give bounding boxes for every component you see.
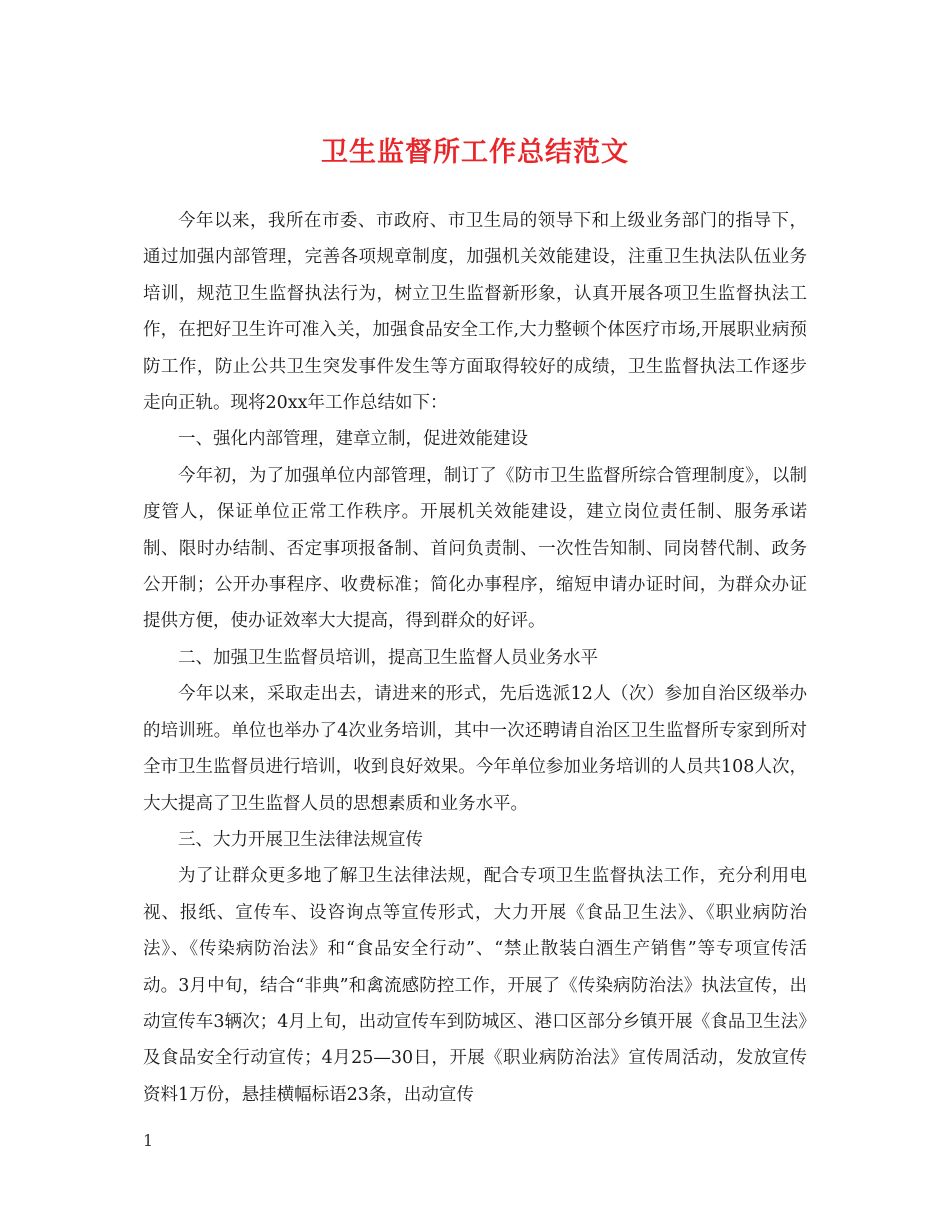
document-body: [143, 203, 807, 1113]
section-heading-2: 二、加强卫生监督员培训，提高卫生监督人员业务水平: [178, 647, 598, 668]
paragraph-section-2: 今年以来，采取走出去，请进来的形式，先后选派12人（次）参加自治区级举办的培训班。单位也举办了4次业务培训，其中一次还聘请自治区卫生监督所专家到所对全市卫生监督员进行培训，收到良好效果。今年单位参加业务培训的人员共108人次，大大提高了卫生监督人员的思想素质和业务水平。: [143, 684, 807, 814]
section-heading-1: 一、强化内部管理，建章立制，促进效能建设: [178, 429, 528, 450]
paragraph-section-1: 今年初，为了加强单位内部管理，制订了《防市卫生监督所综合管理制度》，以制度管人，保证单位正常工作秩序。开展机关效能建设，建立岗位责任制、服务承诺制、限时办结制、否定事项报备制、首问负责制、一次性告知制、同岗替代制、政务公开制；公开办事程序、收费标准；简化办事程序，缩短申请办证时间，为群众办证提供方便，使办证效率大大提高，得到群众的好评。: [143, 465, 807, 632]
page-number: 1: [143, 1131, 154, 1150]
document-title: 卫生监督所工作总结范文: [321, 137, 629, 168]
section-heading-3: 三、大力开展卫生法律法规宣传: [178, 829, 423, 850]
paragraph-section-3: 为了让群众更多地了解卫生法律法规，配合专项卫生监督执法工作，充分利用电视、报纸、宣传车、设咨询点等宣传形式，大力开展《食品卫生法》、《职业病防治法》、《传染病防治法》和“食品安全行动”、“禁止散装白酒生产销售”等专项宣传活动。3月中旬，结合“非典”和禽流感防控工作，开展了《传染病防治法》执法宣传，出动宣传车3辆次；4月上旬，出动宣传车到防城区、港口区部分乡镇开展《食品卫生法》及食品安全行动宣传；4月25—30日，开展《职业病防治法》宣传周活动，发放宣传资料1万份，悬挂横幅标语23条，出动宣传: [143, 866, 807, 1105]
paragraph-intro: 今年以来，我所在市委、市政府、市卫生局的领导下和上级业务部门的指导下，通过加强内部管理，完善各项规章制度，加强机关效能建设，注重卫生执法队伍业务培训，规范卫生监督执法行为，树立卫生监督新形象，认真开展各项卫生监督执法工作，在把好卫生许可准入关，加强食品安全工作,大力整顿个体医疗市场,开展职业病预防工作，防止公共卫生突发事件发生等方面取得较好的成绩，卫生监督执法工作逐步走向正轨。现将20xx年工作总结如下：: [143, 211, 807, 414]
